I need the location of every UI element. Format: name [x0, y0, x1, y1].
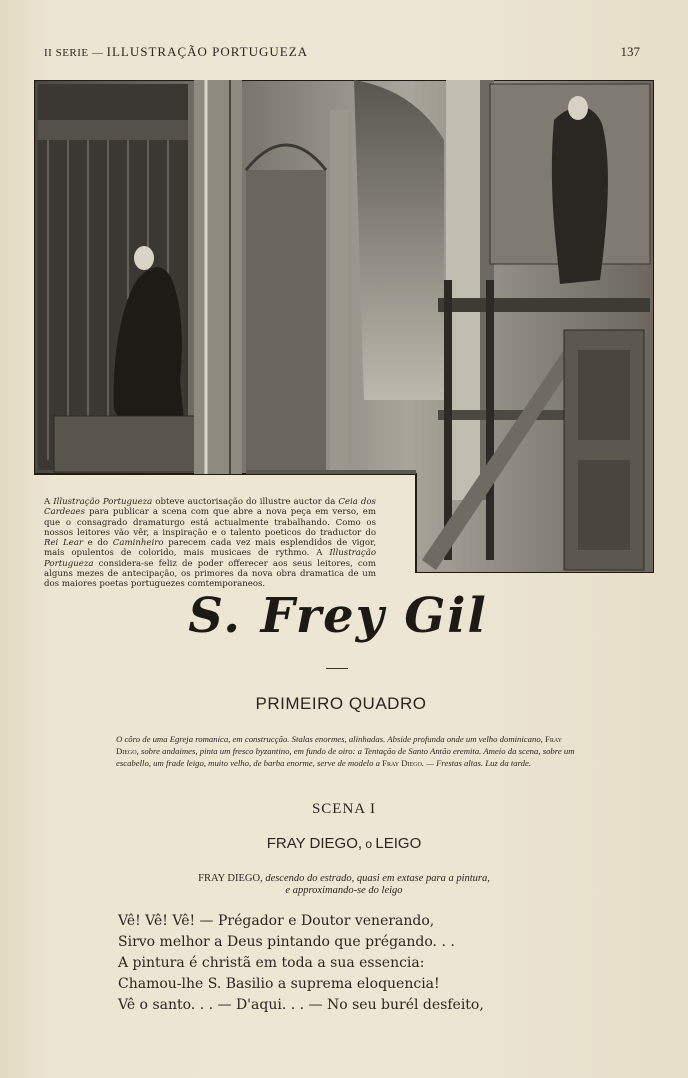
- note-text: considera-se feliz de poder offerecer aos seus leitores, com alguns mezes de antecipação, os primores da nova obra dramatica de um dos maiores poetas portuguezes comtemporaneos.: [44, 558, 376, 590]
- running-head: [44, 44, 308, 60]
- note-italic-magazine: Illustração Portugueza: [53, 497, 153, 507]
- note-text: e do: [83, 538, 113, 549]
- verse-line: Vê! Vê! Vê! — Prégador e Doutor venerando,: [118, 913, 435, 929]
- character-name: LEIGO: [375, 835, 422, 852]
- note-text: obteve auctorisação do illustre auctor da: [152, 497, 339, 507]
- section-title: PRIMEIRO QUADRO: [255, 694, 427, 713]
- speaker-direction-line: e approximando-se do leigo: [285, 885, 403, 896]
- scene-heading: SCENA I: [311, 801, 377, 817]
- character-name: Fray Diego: [116, 734, 562, 756]
- stage-direction: [116, 733, 576, 769]
- title-divider: [326, 668, 348, 669]
- verse-line: A pintura é christã em toda a sua essencia:: [118, 955, 425, 971]
- stage-text: O côro de uma Egreja romanica, em construcção. Stalas enormes, alinhadas. Abside profunda onde um velho dominicano,: [116, 734, 546, 744]
- note-italic-work: Rei Lear: [44, 538, 83, 549]
- scene-characters: [0, 835, 688, 852]
- series-label: II SERIE —: [44, 47, 104, 59]
- note-italic-work: Ceia dos Cardeaes: [44, 497, 376, 518]
- verse-line: Vê o santo. . . — D'aqui. . . — No seu burél desfeito,: [118, 997, 484, 1013]
- introductory-note: [44, 497, 376, 590]
- note-text: A: [44, 497, 54, 507]
- verse-block: [118, 911, 484, 1016]
- magazine-title: ILLUSTRAÇÃO PORTUGUEZA: [106, 44, 309, 59]
- note-text: parecem cada vez mais esplendidos de vigor, mais opulentos de colorido, mais musicaes de rythmo. A: [44, 538, 376, 559]
- note-text: para publicar a scena com que abre a nova peça em verso, em que o consagrado dramaturgo está actualmente trabalhando. Como os nossos leitores vão vêr, a inspiração e o talento poeticos do traductor do: [44, 507, 376, 538]
- note-italic-work: Caminheiro: [112, 538, 164, 549]
- play-title: S. Frey Gil: [188, 588, 488, 644]
- speaker-name: FRAY DIEGO,: [198, 873, 263, 884]
- character-name: FRAY DIEGO,: [266, 835, 363, 852]
- stage-text: , sobre andaimes, pinta um fresco byzantino, em fundo de oiro: a Tentação de Santo Antão eremita. Ameio da scena, sobre um escabello, um frade leigo, muito velho, de barba enorme, serve de modelo a: [116, 746, 575, 768]
- stage-text: . — Frestas altas. Luz da tarde.: [421, 758, 532, 768]
- page-number: 137: [620, 44, 640, 59]
- character-name: Fray Diego: [382, 758, 422, 768]
- verse-line: Sirvo melhor a Deus pintando que prégando. . .: [118, 934, 455, 950]
- verse-line: Chamou-lhe S. Basilio a suprema eloquencia!: [118, 976, 440, 992]
- connector-word: o: [362, 837, 376, 851]
- note-italic-magazine: Illustração Portugueza: [44, 548, 376, 569]
- speaker-direction-line: descendo do estrado, quasi em extase para a pintura,: [262, 873, 490, 884]
- speaker-direction: [0, 873, 688, 897]
